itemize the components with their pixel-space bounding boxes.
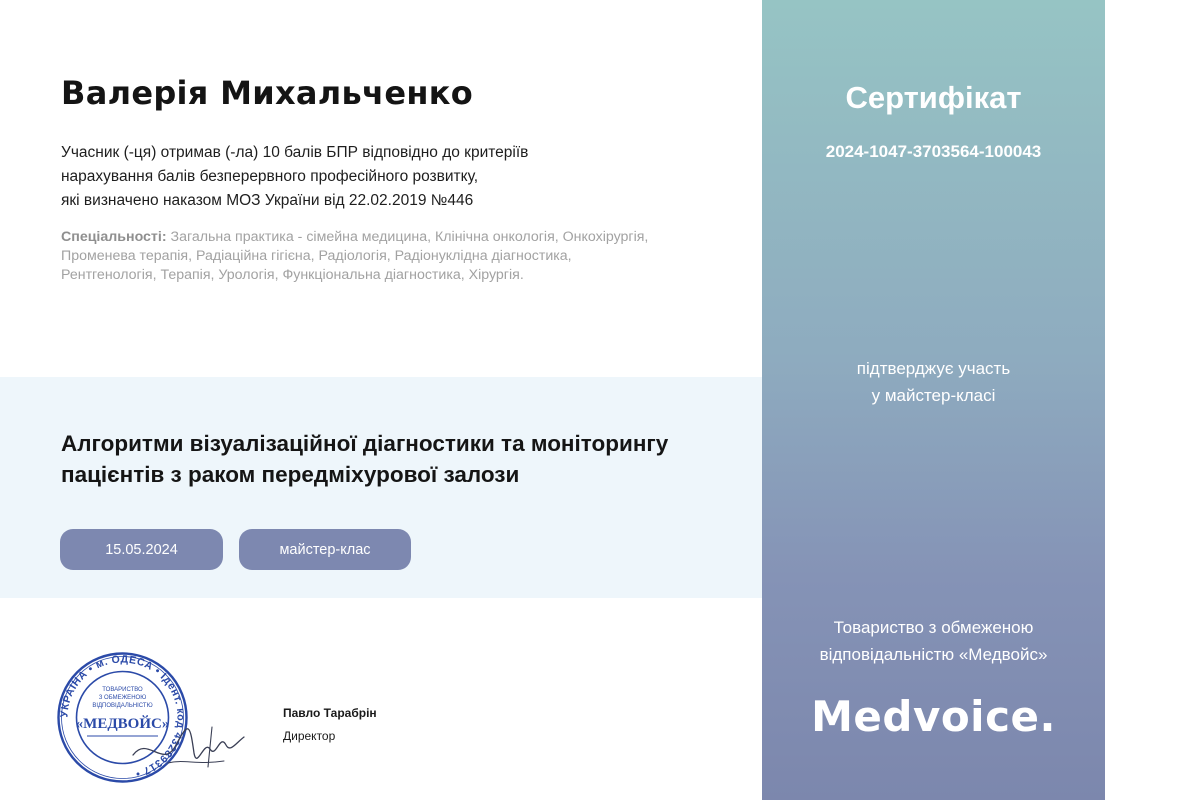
- signer-role: Директор: [283, 729, 336, 743]
- specialties-line: Загальна практика - сімейна медицина, Клінічна онкологія, Онкохірургія,: [166, 229, 649, 245]
- specialties-line: Променева терапія, Радіаційна гігієна, Радіологія, Радіонуклідна діагностика,: [61, 248, 572, 264]
- course-title-line: Алгоритми візуалізаційної діагностики та моніторингу: [61, 431, 669, 456]
- signature-icon: [128, 715, 248, 780]
- confirmation-line: підтверджує участь: [856, 359, 1011, 378]
- stamp-ring-text: УКРАЇНА • м. ОДЕСА • Ідент. код 43289317 •: [58, 653, 187, 780]
- organization-name: [762, 614, 1105, 668]
- specialties-list: [61, 228, 731, 285]
- course-date-badge: 15.05.2024: [60, 529, 223, 570]
- stamp-inner-text: ТОВАРИСТВО: [102, 687, 143, 693]
- bpr-statement: [61, 141, 681, 213]
- course-title-line: пацієнтів з раком передміхурової залози: [61, 462, 520, 487]
- signer-name: Павло Тарабрін: [283, 706, 377, 720]
- confirmation-line: у майстер-класі: [871, 386, 996, 405]
- certificate-right-panel: [762, 0, 1105, 800]
- specialties-label: Спеціальності:: [61, 229, 167, 245]
- statement-line: Учасник (-ця) отримав (-ла) 10 балів БПР відповідно до критеріїв: [61, 144, 529, 161]
- organization-line: Товариство з обмеженою: [833, 618, 1034, 637]
- organization-line: відповідальністю «Медвойс»: [819, 645, 1048, 664]
- stamp-center-text: «МЕДВОЙС»: [75, 716, 170, 732]
- course-type-badge: майстер-клас: [239, 529, 411, 570]
- page-right-margin: [1105, 0, 1200, 800]
- certificate-number: 2024-1047-3703564-100043: [825, 142, 1042, 161]
- medvoice-logo: Medvoice.: [811, 692, 1056, 741]
- stamp-inner-text: З ОБМЕЖЕНОЮ: [98, 695, 147, 701]
- specialties-line: Рентгенологія, Терапія, Урологія, Функціональна діагностика, Хірургія.: [61, 267, 524, 283]
- participant-name: Валерія Михальченко: [61, 74, 474, 112]
- stamp-inner-text: ВІДПОВІДАЛЬНІСТЮ: [92, 703, 153, 709]
- course-title: [61, 428, 751, 490]
- confirmation-text: [762, 355, 1105, 409]
- certificate-title: Сертифікат: [845, 80, 1022, 115]
- statement-line: які визначено наказом МОЗ України від 22.02.2019 №446: [61, 192, 474, 209]
- statement-line: нарахування балів безперервного професійного розвитку,: [61, 168, 479, 185]
